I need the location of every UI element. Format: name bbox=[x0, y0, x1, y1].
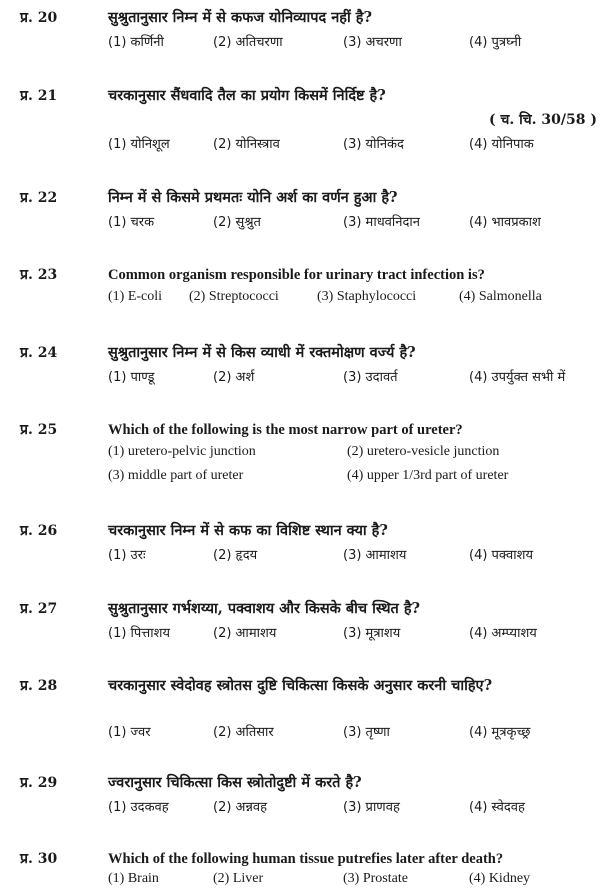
question-number: प्र. 28 bbox=[20, 678, 58, 694]
question-text: Which of the following is the most narrow part of ureter? bbox=[108, 422, 463, 438]
question-text: निम्न में से किसमे प्रथमतः योनि अर्श का वर्णन हुआ है? bbox=[108, 189, 398, 206]
question-text: चरकानुसार स्वेदोवह स्त्रोतस दुष्टि चिकित्सा किसके अनुसार करनी चाहिए? bbox=[108, 677, 493, 694]
option-4: (4) भावप्रकाश bbox=[469, 215, 541, 230]
option-3: (3) अचरणा bbox=[343, 35, 402, 50]
option-1: (1) Brain bbox=[108, 871, 159, 886]
question-number: प्र. 26 bbox=[20, 523, 58, 539]
question-number: प्र. 21 bbox=[20, 88, 58, 104]
option-2: (2) अतिचरणा bbox=[213, 35, 283, 50]
option-4: (4) पक्वाशय bbox=[469, 548, 533, 563]
question-number: प्र. 25 bbox=[20, 422, 58, 438]
option-2: (2) अतिसार bbox=[213, 725, 274, 740]
question-number: प्र. 20 bbox=[20, 10, 58, 26]
option-2: (2) Streptococci bbox=[189, 289, 279, 304]
option-2: (2) योनिस्त्राव bbox=[213, 137, 280, 152]
option-1: (1) पित्ताशय bbox=[108, 626, 171, 641]
option-3: (3) योनिकंद bbox=[343, 137, 404, 152]
option-2: (2) Liver bbox=[213, 871, 264, 886]
option-3: (3) माधवनिदान bbox=[343, 215, 420, 230]
option-1: (1) उरः bbox=[108, 548, 146, 563]
question-text: चरकानुसार सैंधवादि तैल का प्रयोग किसमें निर्दिष्ट है? bbox=[108, 87, 386, 104]
option-1: (1) योनिशूल bbox=[108, 137, 170, 152]
question-text: सुश्रुतानुसार निम्न में से कफज योनिव्यापद नहीं है? bbox=[108, 9, 372, 26]
option-2: (2) अर्श bbox=[213, 370, 255, 385]
question-number: प्र. 23 bbox=[20, 267, 58, 283]
option-1: (1) ज्वर bbox=[108, 725, 151, 740]
question-number: प्र. 29 bbox=[20, 775, 58, 791]
option-2: (2) सुश्रुत bbox=[213, 215, 261, 230]
option-1: (1) uretero-pelvic junction bbox=[108, 444, 256, 459]
option-1: (1) उदकवह bbox=[108, 800, 169, 815]
option-3: (3) आमाशय bbox=[343, 548, 407, 563]
question-reference: ( च. चि. 30/58 ) bbox=[489, 112, 597, 128]
question-number: प्र. 22 bbox=[20, 190, 58, 206]
option-3: (3) Staphylococci bbox=[317, 289, 417, 304]
option-3: (3) प्राणवह bbox=[343, 800, 400, 815]
option-4: (4) उपर्युक्त सभी में bbox=[469, 370, 566, 385]
option-2: (2) अन्नवह bbox=[213, 800, 268, 815]
option-3: (3) मूत्राशय bbox=[343, 626, 401, 641]
option-4: (4) मूत्रकृच्छ्र bbox=[469, 725, 531, 740]
option-3: (3) उदावर्त bbox=[343, 370, 398, 385]
option-3: (3) तृष्णा bbox=[343, 725, 390, 740]
question-text: चरकानुसार निम्न में से कफ का विशिष्ट स्थान क्या है? bbox=[108, 522, 388, 539]
option-2: (2) आमाशय bbox=[213, 626, 277, 641]
option-3: (3) middle part of ureter bbox=[108, 468, 244, 483]
question-text: सुश्रुतानुसार निम्न में से किस व्याधी में रक्तमोक्षण वर्ज्य है? bbox=[108, 344, 416, 361]
question-text: Common organism responsible for urinary tract infection is? bbox=[108, 267, 485, 283]
question-number: प्र. 27 bbox=[20, 601, 58, 617]
question-number: प्र. 30 bbox=[20, 851, 58, 867]
option-1: (1) कर्णिनी bbox=[108, 35, 164, 50]
option-1: (1) चरक bbox=[108, 215, 155, 230]
question-text: सुश्रुतानुसार गर्भशय्या, पक्वाशय और किसके बीच स्थित है? bbox=[108, 600, 421, 617]
option-4: (4) पुत्रघ्नी bbox=[469, 35, 522, 50]
option-3: (3) Prostate bbox=[343, 871, 408, 886]
option-2: (2) हृदय bbox=[213, 548, 258, 563]
option-4: (4) upper 1/3rd part of ureter bbox=[347, 468, 509, 483]
option-2: (2) uretero-vesicle junction bbox=[347, 444, 500, 459]
option-4: (4) अम्प्याशय bbox=[469, 626, 537, 641]
option-4: (4) स्वेदवह bbox=[469, 800, 525, 815]
option-1: (1) E-coli bbox=[108, 289, 163, 304]
question-number: प्र. 24 bbox=[20, 345, 58, 361]
option-4: (4) योनिपाक bbox=[469, 137, 534, 152]
option-4: (4) Kidney bbox=[469, 871, 531, 886]
option-1: (1) पाण्डू bbox=[108, 370, 155, 385]
option-4: (4) Salmonella bbox=[459, 289, 542, 304]
question-text: Which of the following human tissue putrefies later after death? bbox=[108, 851, 504, 867]
question-text: ज्वरानुसार चिकित्सा किस स्त्रोतोदुष्टी में करते है? bbox=[108, 774, 362, 791]
